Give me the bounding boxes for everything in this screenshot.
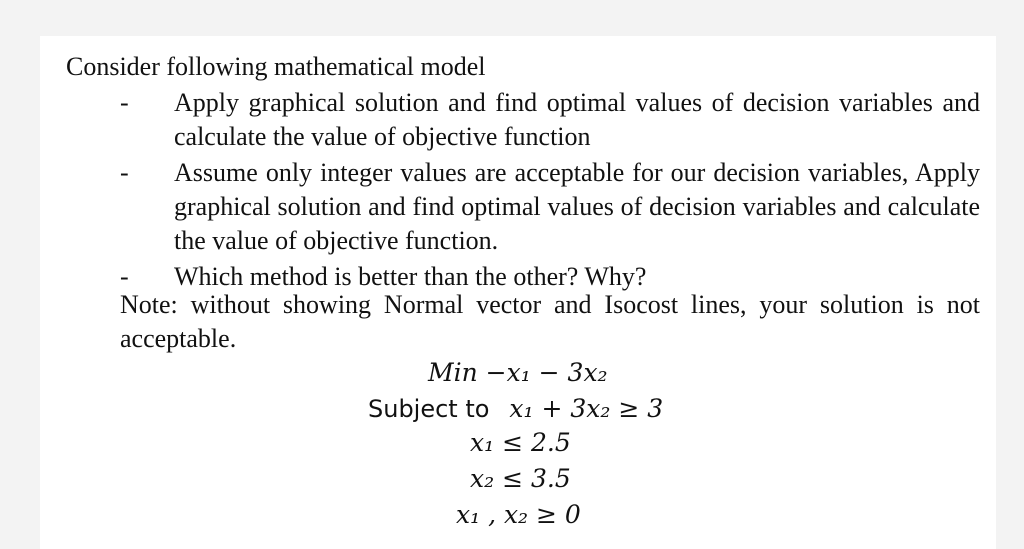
intro-text: Consider following mathematical model [66,52,486,81]
constraint-3: x₂ ≤ 3.5 [470,464,571,493]
task-list [120,86,980,296]
bullet-marker: - [120,158,129,187]
constraint-row-3 [470,464,571,494]
bullet-text: Apply graphical solution and find optimal values of decision variables and calculate the value of objective function [174,88,980,151]
bullet-marker: - [120,88,129,117]
constraint-row-1 [368,394,663,424]
subject-to-label: Subject to [368,395,490,423]
constraint-2: x₁ ≤ 2.5 [470,428,571,457]
bullet-marker: - [120,262,129,291]
note-text: Note: without showing Normal vector and Isocost lines, your solution is not acceptable. [120,290,980,353]
bullet-text: Which method is better than the other? Why? [174,262,647,291]
list-item [120,86,980,154]
list-item [120,156,980,258]
objective-function [428,358,608,388]
constraint-1: x₁ + 3x₂ ≥ 3 [509,394,664,423]
constraint-row-4 [456,500,581,530]
document-page [40,36,996,549]
constraint-4: x₁ , x₂ ≥ 0 [456,500,581,529]
objective-expression: Min −x₁ − 3x₂ [428,358,608,387]
bullet-text: Assume only integer values are acceptable for our decision variables, Apply graphical solution and find optimal values of decision variables and calculate the value of objective function. [174,158,980,255]
constraint-row-2 [470,428,571,458]
